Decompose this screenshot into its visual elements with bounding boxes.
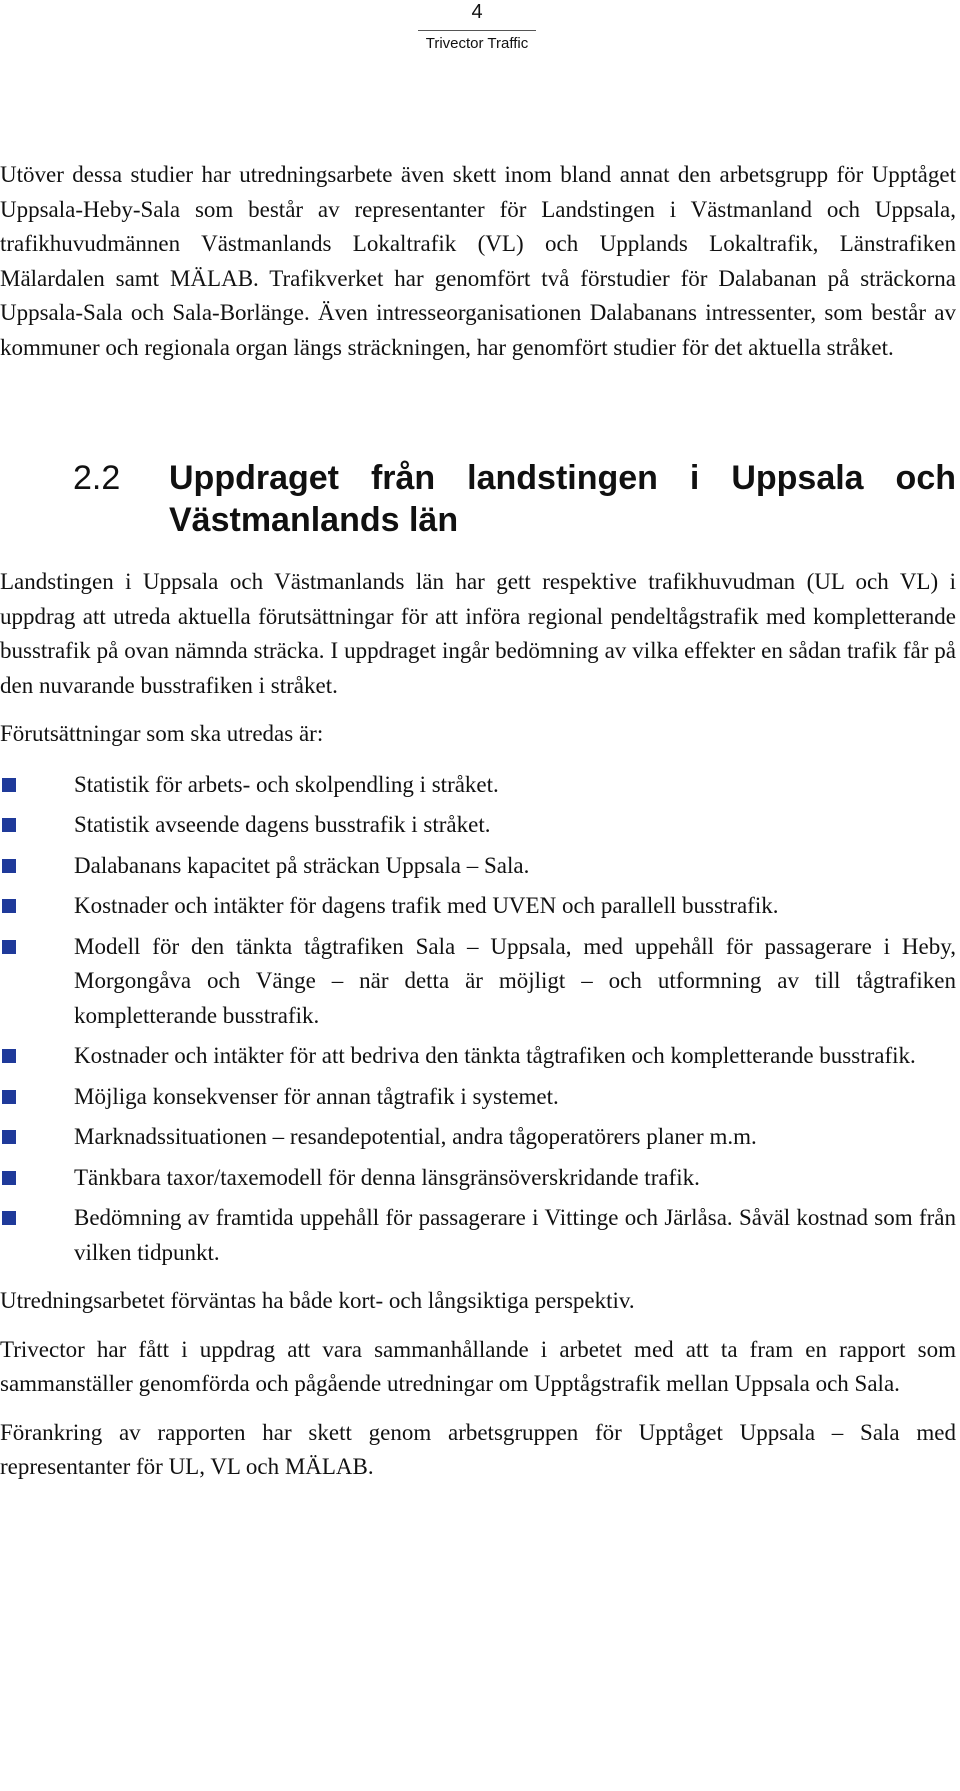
section-number: 2.2	[73, 459, 121, 497]
list-item: Möjliga konsekvenser för annan tågtrafik i systemet.	[0, 1080, 956, 1115]
document-body	[0, 158, 956, 1485]
prerequisites-intro: Förutsättningar som ska utredas är:	[0, 721, 324, 746]
running-title: Trivector Traffic	[425, 35, 529, 52]
page-number: 4	[471, 1, 483, 23]
list-item: Marknadssituationen – resandepotential, andra tågoperatörers planer m.m.	[0, 1120, 956, 1155]
anchoring-paragraph: Förankring av rapporten har skett genom arbetsgruppen för Upptåget Uppsala – Sala med representanter för UL, VL och MÄLAB.	[0, 1419, 956, 1479]
square-bullet-icon	[2, 818, 16, 832]
list-item: Kostnader och intäkter för dagens trafik med UVEN och parallell busstrafik.	[0, 889, 956, 924]
assignment-paragraph: Landstingen i Uppsala och Västmanlands län har gett respektive trafikhuvudman (UL och VL) i uppdrag att utreda aktuella förutsättningar för att införa regional pendeltågstrafik med kompletterande busstrafik på ovan nämnda sträcka. I uppdraget ingår bedömning av vilka effekter en sådan trafik får på den nuvarande busstrafiken i stråket.	[0, 569, 956, 698]
list-item: Bedömning av framtida uppehåll för passagerare i Vittinge och Järlåsa. Såväl kostnad som från vilken tidpunkt.	[0, 1201, 956, 1270]
header-divider	[418, 30, 536, 31]
square-bullet-icon	[2, 899, 16, 913]
section-heading	[0, 457, 956, 541]
list-item: Modell för den tänkta tågtrafiken Sala – Uppsala, med uppehåll för passagerare i Heby, Morgongåva och Vänge – när detta är möjligt – och utformning av till tågtrafiken kompletterande busstrafik.	[0, 930, 956, 1034]
prerequisites-list	[0, 768, 956, 1271]
list-item: Statistik avseende dagens busstrafik i stråket.	[0, 808, 956, 843]
square-bullet-icon	[2, 1211, 16, 1225]
list-item: Kostnader och intäkter för att bedriva den tänkta tågtrafiken och kompletterande busstrafik.	[0, 1039, 956, 1074]
page-header	[418, 0, 536, 53]
intro-paragraph: Utöver dessa studier har utredningsarbete även skett inom bland annat den arbetsgrupp för Upptåget Uppsala-Heby-Sala som består av representanter för Landstingen i Västmanland och Uppsala, trafikhuvudmännen Västmanlands Lokaltrafik (VL) och Upplands Lokaltrafik, Länstrafiken Mälardalen samt MÄLAB. Trafikverket har genomfört två förstudier för Dalabanan på sträckorna Uppsala-Sala och Sala-Borlänge. Även intresseorganisationen Dalabanans intressenter, som består av kommuner och regionala organ längs sträckningen, har genomfört studier för det aktuella stråket.	[0, 162, 956, 360]
section-title: Uppdraget från landstingen i Uppsala och Västmanlands län	[169, 459, 956, 539]
square-bullet-icon	[2, 940, 16, 954]
square-bullet-icon	[2, 1171, 16, 1185]
square-bullet-icon	[2, 1130, 16, 1144]
list-item: Dalabanans kapacitet på sträckan Uppsala – Sala.	[0, 849, 956, 884]
expectation-paragraph: Utredningsarbetet förväntas ha både kort- och långsiktiga perspektiv.	[0, 1288, 635, 1313]
square-bullet-icon	[2, 778, 16, 792]
square-bullet-icon	[2, 1049, 16, 1063]
list-item: Statistik för arbets- och skolpendling i stråket.	[0, 768, 956, 803]
trivector-paragraph: Trivector har fått i uppdrag att vara sammanhållande i arbetet med att ta fram en rapport som sammanställer genomförda och pågående utredningar om Upptågstrafik mellan Uppsala och Sala.	[0, 1336, 956, 1396]
square-bullet-icon	[2, 859, 16, 873]
square-bullet-icon	[2, 1090, 16, 1104]
list-item: Tänkbara taxor/taxemodell för denna länsgränsöverskridande trafik.	[0, 1161, 956, 1196]
